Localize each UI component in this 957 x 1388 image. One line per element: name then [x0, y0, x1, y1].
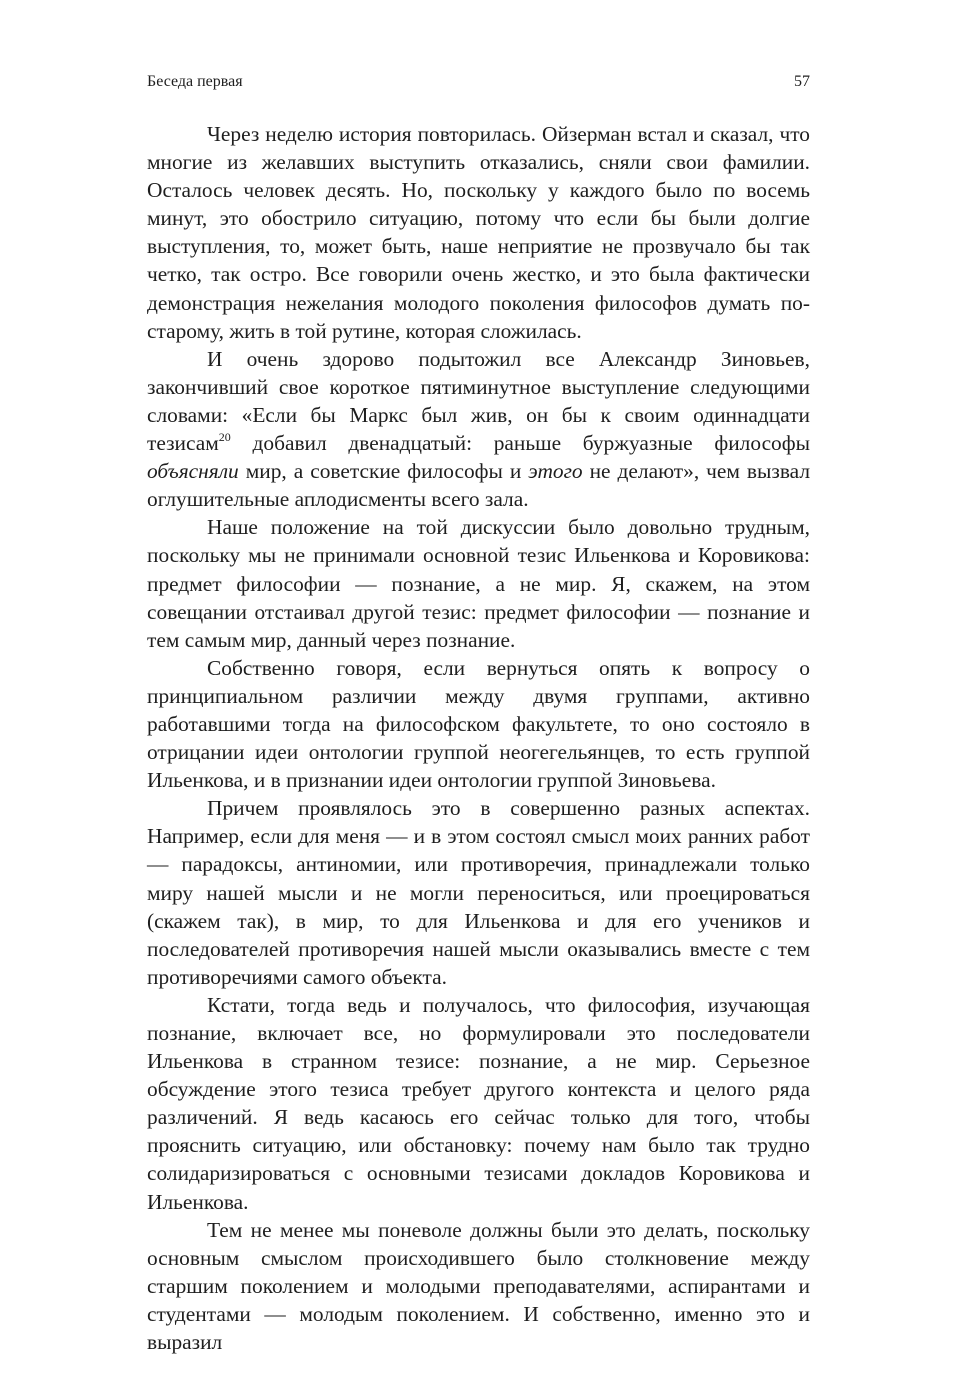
- body-text: [147, 120, 810, 1356]
- paragraph: Кстати, тогда ведь и получалось, что философия, изучающая познание, включает все, но формулировали это последователи Ильенкова в странном тезисе: познание, а не мир. Серьезное обсуждение этого тезиса требует другого контекста и целого ряда различений. Я ведь касаюсь его сейчас только для того, чтобы прояснить ситуацию, или обстановку: почему нам было так трудно солидаризироваться с основными тезисами докладов Коровикова и Ильенкова.: [147, 992, 810, 1214]
- paragraph-text: И очень здорово подытожил все Александр Зиновьев, закончивший свое короткое пятиминутное выступление следующими словами: «Если бы Маркс был жив, он бы к своим одиннадцати тезисам: [147, 346, 810, 456]
- footnote-marker[interactable]: 20: [218, 430, 231, 445]
- section-title: Беседа первая: [147, 73, 243, 90]
- emphasis-text: этого: [528, 459, 583, 484]
- paragraph: Наше положение на той дискуссии было довольно трудным, поскольку мы не принимали основной тезис Ильенкова и Коровикова: предмет философии — познание, а не мир. Я, скажем, на этом совещании отстаивал другой тезис: предмет философии — познание и тем самым мир, данный через познание.: [147, 515, 810, 652]
- running-header: [147, 71, 810, 93]
- page-number: 57: [794, 73, 810, 90]
- paragraph: Причем проявлялось это в совершенно разных аспектах. Например, если для меня — и в этом состоял смысл моих ранних работ — парадоксы, антиномии, или противоречия, принадлежали только миру нашей мысли и не могли переноситься, или проецироваться (скажем так), в мир, то для Ильенкова и для его учеников и последователей противоречия нашей мысли оказывались вместе с тем противоречиями самого объекта.: [147, 796, 810, 989]
- paragraph-text: добавил двенадцатый: раньше буржуазные философы: [230, 431, 810, 456]
- paragraph-text: не делают», чем вызвал оглушительные аплодисменты всего зала.: [147, 459, 810, 512]
- paragraph: Собственно говоря, если вернуться опять к вопросу о принципиальном различии между двумя группами, активно работавшими тогда на философском факультете, то оно состояло в отрицании идеи онтологии группой неогегельянцев, то есть группой Ильенкова, и в признании идеи онтологии группой Зиновьева.: [147, 655, 810, 793]
- paragraph: Через неделю история повторилась. Ойзерман встал и сказал, что многие из желавших выступить отказались, сняли свои фамилии. Осталось человек десять. Но, поскольку у каждого было по восемь минут, это обострило ситуацию, потому что если бы были долгие выступления, то, может быть, наше неприятие не прозвучало бы так четко, так остро. Все говорили очень жестко, и это была фактически демонстрация нежелания молодого поколения философов думать по-старому, жить в той рутине, которая сложилась.: [147, 122, 810, 343]
- paragraph: [147, 345, 810, 514]
- emphasis-text: объясняли: [147, 459, 239, 484]
- paragraph: Тем не менее мы поневоле должны были это делать, поскольку основным смыслом происходившего было столкновение между старшим поколением и молодыми преподавателями, аспирантами и студентами — молодым поколением. И собственно, именно это и выразил: [147, 1217, 810, 1355]
- paragraph-text: мир, а советские философы и: [238, 459, 529, 484]
